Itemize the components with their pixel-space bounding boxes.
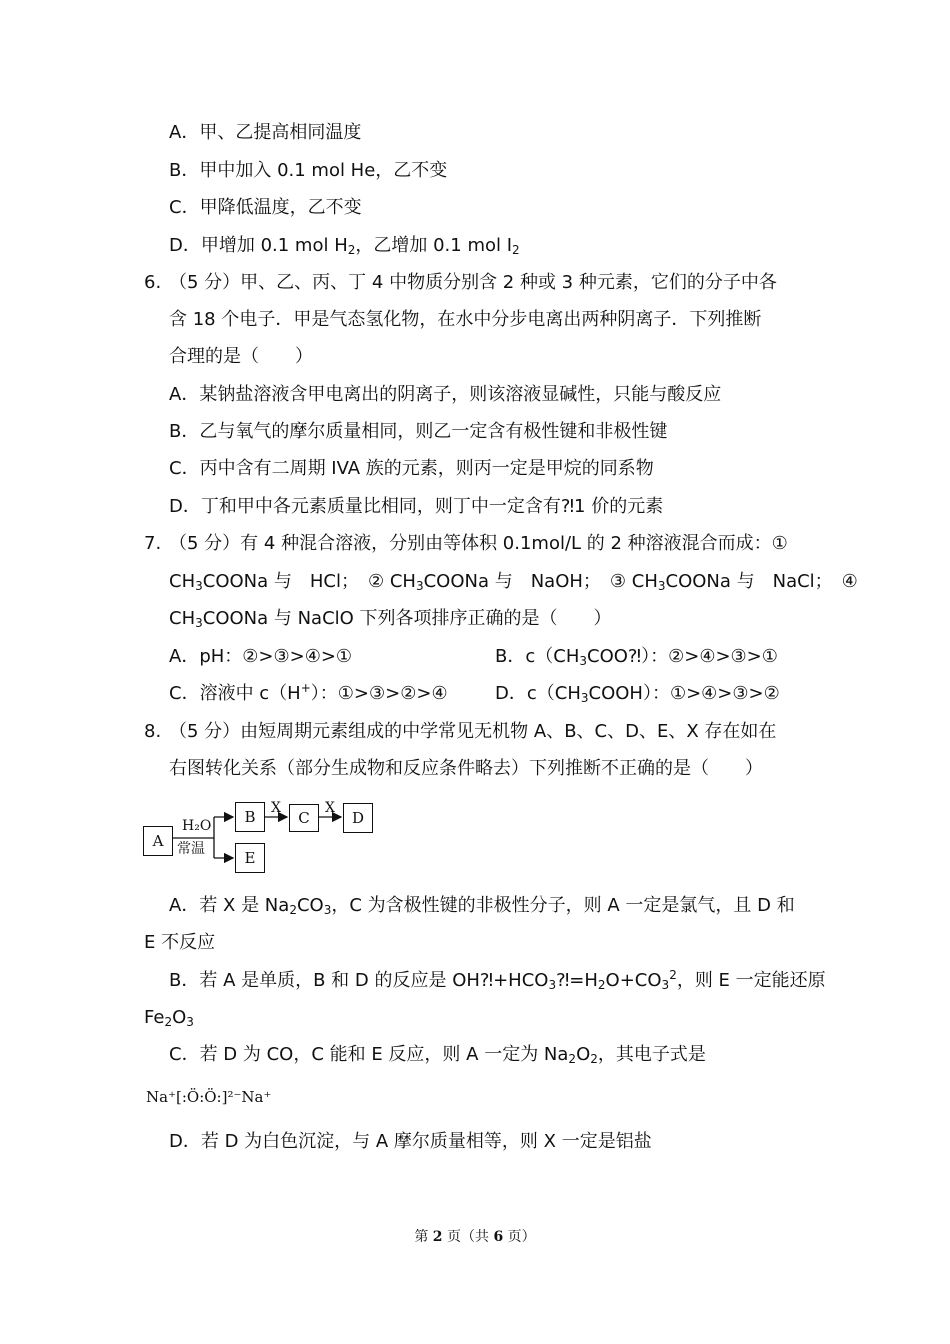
q5-option-b: B．甲中加入 0.1 mol He，乙不变 <box>169 160 448 181</box>
electron-formula: Na⁺[:Ö:Ö:]²⁻Na⁺ <box>146 1088 272 1106</box>
q7-option-c: C．溶液中 c（H+）：①>③>②>④ <box>169 681 448 704</box>
q8-option-a-line2: E 不反应 <box>144 932 216 953</box>
q6-stem-line2: 含 18 个电子．甲是气态氢化物，在水中分步电离出两种阴离子．下列推断 <box>169 309 762 330</box>
q7-stem-line3: $CH_3COONa$ 与 NaClO 下列各项排序正确的是（ ） <box>169 608 612 630</box>
diagram-box-b: B <box>235 802 265 832</box>
q7-option-a: A．pH：②>③>④>① <box>169 646 353 667</box>
diagram-arrows <box>0 0 400 900</box>
q6-option-d: D．丁和甲中各元素质量比相同，则丁中一定含有⁈1 价的元素 <box>169 496 664 517</box>
q8-number: 8. <box>144 721 162 742</box>
q8-stem-line1: 8. （5 分）由短周期元素组成的中学常见无机物 A、B、C、D、E、X 存在如在 <box>144 721 777 742</box>
q8-option-b-line2: $Fe_2O_3$ <box>144 1007 194 1029</box>
q6-number: 6. <box>144 272 162 293</box>
diagram-reagent-x-2: X <box>325 800 335 816</box>
q6-stem-line3: 合理的是（ ） <box>169 346 313 367</box>
page-footer: 第 2 页（共 6 页） <box>414 1229 536 1245</box>
q7-number: 7. <box>144 533 162 554</box>
q8-option-a-line1: A．若 X 是 $Na_2CO_3$，C 为含极性键的非极性分子，则 A 一定是氯气，且 D 和 <box>169 895 795 917</box>
diagram-condition-water: H₂O <box>182 818 212 834</box>
diagram-reagent-x-1: X <box>271 800 281 816</box>
q8-option-c-line1: C．若 D 为 CO，C 能和 E 反应，则 A 一定为 $Na_2O_2$，其电子式是 <box>169 1044 706 1066</box>
q6-option-a: A．某钠盐溶液含甲电离出的阴离子，则该溶液显碱性，只能与酸反应 <box>169 384 722 405</box>
q7-stem-line1: 7. （5 分）有 4 种混合溶液，分别由等体积 0.1mol/L 的 2 种溶液混合而成：① <box>144 533 788 554</box>
q7-option-b: B．$c(CH_3COO⁈)$：②>④>③>① <box>495 646 778 668</box>
q6-option-b: B．乙与氧气的摩尔质量相同，则乙一定含有极性键和非极性键 <box>169 421 668 442</box>
diagram-condition-temperature: 常温 <box>177 841 205 857</box>
q5-option-a: A．甲、乙提高相同温度 <box>169 122 362 143</box>
diagram-box-c: C <box>289 804 319 832</box>
q7-option-d: D．$c(CH_3COOH)$：①>④>③>② <box>495 683 780 705</box>
q8-option-b-line1: B．若 A 是单质，B 和 D 的反应是 $OH⁈+HCO_3⁈=H_2O+CO_3^2$，则 E 一定能还原 <box>169 968 826 992</box>
q5-option-d: D．甲增加 0.1 mol $H_2$，乙增加 0.1 mol $I_2$ <box>169 235 520 257</box>
q8-option-d: D．若 D 为白色沉淀，与 A 摩尔质量相等，则 X 一定是铝盐 <box>169 1131 652 1152</box>
q6-option-c: C．丙中含有二周期 IVA 族的元素，则丙一定是甲烷的同系物 <box>169 458 654 479</box>
diagram-box-a: A <box>143 826 173 856</box>
q6-stem-line1: 6. （5 分）甲、乙、丙、丁 4 中物质分别含 2 种或 3 种元素，它们的分子中各 <box>144 272 777 293</box>
q7-stem-line2: $CH_3COONa$ 与 HCl； ② $CH_3COONa$ 与 NaOH； ③ $CH_3COONa$ 与 NaCl； ④ <box>169 571 858 593</box>
q5-option-c: C．甲降低温度，乙不变 <box>169 197 362 218</box>
diagram-box-e: E <box>235 843 265 873</box>
q8-stem-line2: 右图转化关系（部分生成物和反应条件略去）下列推断不正确的是（ ） <box>169 758 763 779</box>
diagram-box-d: D <box>343 803 373 833</box>
